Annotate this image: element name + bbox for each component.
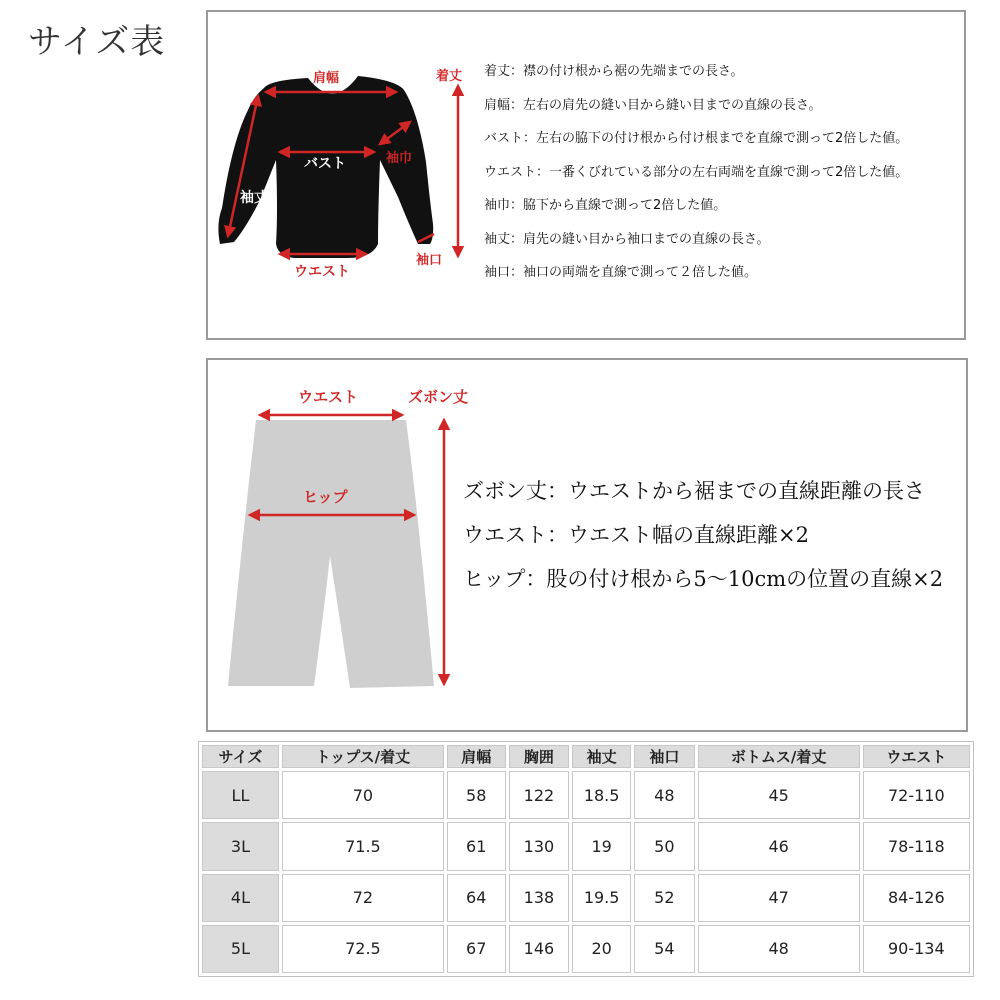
table-row bbox=[202, 874, 970, 922]
sleeve-length-label: 袖丈 bbox=[240, 190, 268, 206]
sweater-diagram bbox=[208, 12, 478, 338]
waist-label: ウエスト bbox=[294, 264, 350, 280]
table-cell: 19.5 bbox=[572, 874, 631, 922]
bottoms-size-panel bbox=[206, 358, 968, 732]
definition-item: バスト：左右の脇下の付け根から付け根までを直線で測って2倍した値。 bbox=[484, 131, 909, 146]
table-cell: 58 bbox=[447, 771, 506, 819]
table-row bbox=[202, 925, 970, 973]
table-cell: 72 bbox=[282, 874, 444, 922]
tops-definitions bbox=[484, 64, 908, 299]
bottoms-definitions bbox=[463, 476, 943, 608]
table-cell: 20 bbox=[572, 925, 631, 973]
definition-item: 着丈：襟の付け根から裾の先端までの長さ。 bbox=[484, 64, 744, 79]
column-header: ウエスト bbox=[863, 745, 970, 768]
table-cell: 45 bbox=[698, 771, 860, 819]
table-cell: 138 bbox=[509, 874, 570, 922]
table-cell: 78-118 bbox=[863, 822, 970, 870]
length-label: 着丈 bbox=[436, 69, 463, 84]
definition-item: ズボン丈：ウエストから裾までの直線距離の長さ bbox=[463, 479, 925, 503]
table-cell: 130 bbox=[509, 822, 570, 870]
column-header: ボトムス/着丈 bbox=[698, 745, 860, 768]
table-cell: 50 bbox=[634, 822, 695, 870]
table-cell: 72.5 bbox=[282, 925, 444, 973]
column-header: トップス/着丈 bbox=[282, 745, 444, 768]
table-cell: 67 bbox=[447, 925, 506, 973]
pants-shape bbox=[228, 420, 434, 688]
table-header-row bbox=[202, 745, 970, 768]
size-cell: 5L bbox=[202, 925, 279, 973]
definition-item: 袖口：袖口の両端を直線で測って２倍した値。 bbox=[484, 265, 758, 280]
table-cell: 18.5 bbox=[572, 771, 631, 819]
table-row bbox=[202, 822, 970, 870]
pants-waist-label: ウエスト bbox=[298, 388, 359, 406]
column-header: 袖丈 bbox=[572, 745, 631, 768]
column-header: サイズ bbox=[202, 745, 279, 768]
table-cell: 90-134 bbox=[863, 925, 970, 973]
table-cell: 48 bbox=[634, 771, 695, 819]
definition-item: ヒップ：股の付け根から5〜10cmの位置の直線×2 bbox=[463, 567, 944, 591]
hip-label: ヒップ bbox=[303, 488, 348, 506]
sleeve-width-label: 袖巾 bbox=[386, 151, 413, 166]
table-cell: 47 bbox=[698, 874, 860, 922]
size-cell: 3L bbox=[202, 822, 279, 870]
cuff-label: 袖口 bbox=[416, 253, 443, 268]
tops-size-panel bbox=[206, 10, 966, 340]
table-cell: 48 bbox=[698, 925, 860, 973]
table-cell: 72-110 bbox=[863, 771, 970, 819]
definition-item: 肩幅：左右の肩先の縫い目から縫い目までの直線の長さ。 bbox=[484, 97, 822, 113]
table-cell: 46 bbox=[698, 822, 860, 870]
column-header: 肩幅 bbox=[447, 745, 506, 768]
definition-item: 袖巾：脇下から直線で測って2倍した値。 bbox=[484, 198, 727, 213]
shoulder-label: 肩幅 bbox=[313, 71, 340, 86]
definition-item: 袖丈：肩先の縫い目から袖口までの直線の長さ。 bbox=[484, 231, 770, 247]
size-cell: 4L bbox=[202, 874, 279, 922]
definition-item: ウエスト：ウエスト幅の直線距離×2 bbox=[463, 523, 809, 547]
table-cell: 52 bbox=[634, 874, 695, 922]
table-row bbox=[202, 771, 970, 819]
table-cell: 64 bbox=[447, 874, 506, 922]
table-cell: 70 bbox=[282, 771, 444, 819]
size-cell: LL bbox=[202, 771, 279, 819]
column-header: 袖口 bbox=[634, 745, 695, 768]
table-cell: 84-126 bbox=[863, 874, 970, 922]
table-cell: 71.5 bbox=[282, 822, 444, 870]
table-cell: 61 bbox=[447, 822, 506, 870]
pants-diagram bbox=[208, 360, 488, 730]
column-header: 胸囲 bbox=[509, 745, 570, 768]
table-cell: 122 bbox=[509, 771, 570, 819]
bust-label: バスト bbox=[304, 156, 346, 172]
table-cell: 146 bbox=[509, 925, 570, 973]
page-title: サイズ表 bbox=[28, 22, 166, 62]
size-table bbox=[198, 741, 974, 977]
table-cell: 54 bbox=[634, 925, 695, 973]
pants-length-label: ズボン丈 bbox=[408, 388, 469, 406]
definition-item: ウエスト：一番くびれている部分の左右両端を直線で測って2倍した値。 bbox=[484, 164, 909, 180]
table-cell: 19 bbox=[572, 822, 631, 870]
